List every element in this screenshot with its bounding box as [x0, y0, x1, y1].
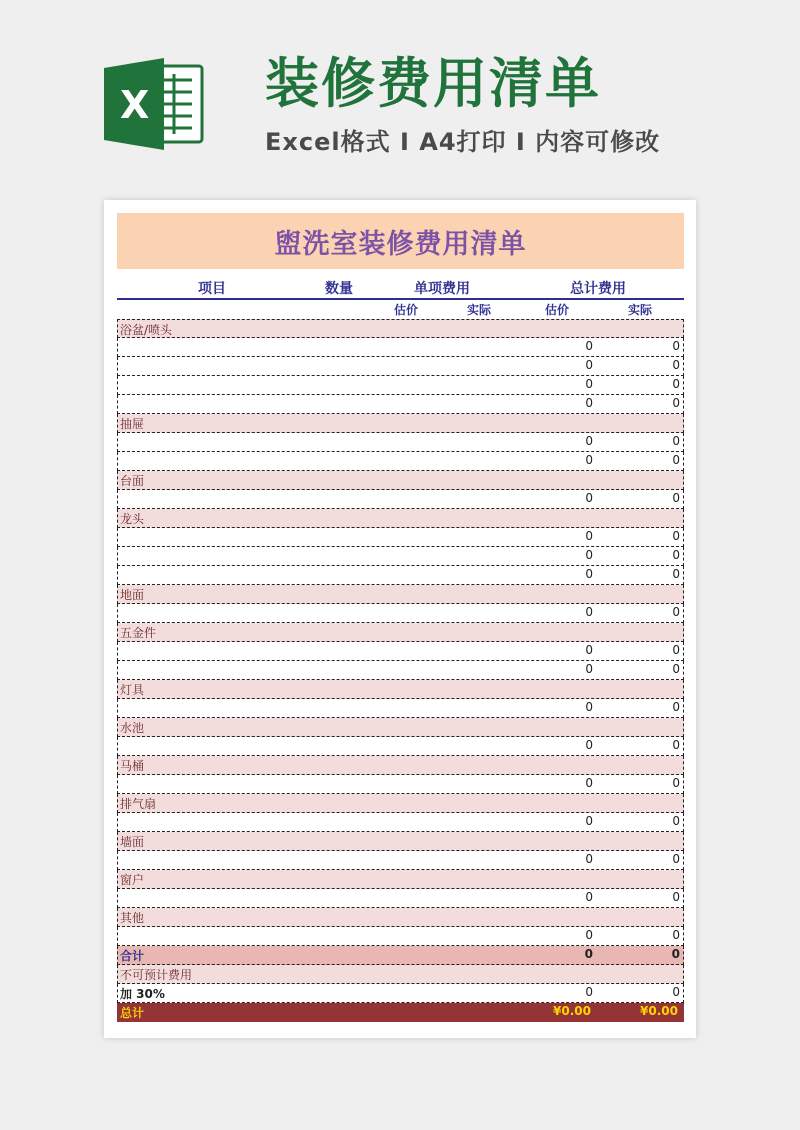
- table-row: [117, 604, 684, 623]
- table-row: [117, 338, 684, 357]
- category-row: [117, 908, 684, 927]
- table-row: [117, 395, 684, 414]
- table-row: [117, 737, 684, 756]
- actual-cell[interactable]: 0: [672, 852, 680, 866]
- actual-cell[interactable]: 0: [672, 567, 680, 581]
- cost-table: [117, 319, 684, 1022]
- row-label: 马桶: [120, 759, 145, 773]
- table-row: [117, 528, 684, 547]
- actual-cell[interactable]: 0: [672, 643, 680, 657]
- total-row: [117, 1003, 684, 1022]
- actual-cell[interactable]: 0: [672, 776, 680, 790]
- category-row: [117, 471, 684, 490]
- banner-title: 装修费用清单: [265, 52, 601, 115]
- row-label: 窗户: [120, 873, 145, 887]
- svg-text:X: X: [120, 83, 150, 127]
- table-row: [117, 566, 684, 585]
- table-row: [117, 433, 684, 452]
- header-total-estimate: 估价: [545, 303, 570, 317]
- actual-cell[interactable]: 0: [672, 339, 680, 353]
- row-label: 加 30%: [120, 987, 165, 1001]
- category-row: [117, 718, 684, 737]
- actual-cell[interactable]: 0: [672, 890, 680, 904]
- table-row: [117, 547, 684, 566]
- header-unit-actual: 实际: [467, 303, 492, 317]
- actual-cell[interactable]: 0: [672, 453, 680, 467]
- category-row: [117, 509, 684, 528]
- category-row: [117, 585, 684, 604]
- header-quantity: 数量: [325, 281, 353, 297]
- actual-cell[interactable]: 0: [672, 434, 680, 448]
- estimate-cell[interactable]: 0: [585, 491, 593, 505]
- estimate-cell[interactable]: 0: [585, 662, 593, 676]
- table-row: [117, 851, 684, 870]
- row-label: 五金件: [120, 626, 157, 640]
- estimate-cell[interactable]: 0: [584, 947, 593, 961]
- row-label: 其他: [120, 911, 145, 925]
- estimate-cell[interactable]: 0: [585, 453, 593, 467]
- estimate-cell[interactable]: 0: [585, 814, 593, 828]
- estimate-cell[interactable]: 0: [585, 358, 593, 372]
- excel-logo-icon: [100, 56, 205, 152]
- estimate-cell[interactable]: 0: [585, 985, 593, 999]
- table-row: [117, 889, 684, 908]
- header-unit-estimate: 估价: [394, 303, 419, 317]
- table-row: [117, 490, 684, 509]
- estimate-cell[interactable]: 0: [585, 605, 593, 619]
- row-label: 合计: [120, 949, 145, 963]
- category-row: [117, 832, 684, 851]
- estimate-cell[interactable]: 0: [585, 738, 593, 752]
- row-label: 龙头: [120, 512, 145, 526]
- table-row: [117, 642, 684, 661]
- row-label: 排气扇: [120, 797, 157, 811]
- estimate-cell[interactable]: 0: [585, 339, 593, 353]
- actual-cell[interactable]: 0: [672, 700, 680, 714]
- spreadsheet-page: [104, 200, 696, 1038]
- actual-cell[interactable]: 0: [672, 548, 680, 562]
- estimate-cell[interactable]: 0: [585, 567, 593, 581]
- category-row: [117, 623, 684, 642]
- estimate-cell[interactable]: 0: [585, 548, 593, 562]
- actual-cell[interactable]: 0: [671, 947, 680, 961]
- estimate-cell[interactable]: 0: [585, 529, 593, 543]
- table-row: [117, 699, 684, 718]
- row-label: 灯具: [120, 683, 145, 697]
- row-label: 台面: [120, 474, 145, 488]
- actual-cell[interactable]: 0: [672, 377, 680, 391]
- row-label: 地面: [120, 588, 145, 602]
- estimate-cell[interactable]: 0: [585, 928, 593, 942]
- actual-cell[interactable]: ¥0.00: [640, 1004, 678, 1018]
- table-row: [117, 813, 684, 832]
- table-row: [117, 452, 684, 471]
- table-row: [117, 661, 684, 680]
- estimate-cell[interactable]: ¥0.00: [553, 1004, 591, 1018]
- category-row: [117, 794, 684, 813]
- banner-subtitle: Excel格式 I A4打印 I 内容可修改: [265, 128, 661, 156]
- header-divider: [117, 298, 684, 300]
- estimate-cell[interactable]: 0: [585, 890, 593, 904]
- row-label: 总计: [120, 1006, 145, 1020]
- row-label: 墙面: [120, 835, 145, 849]
- table-row: [117, 775, 684, 794]
- actual-cell[interactable]: 0: [672, 738, 680, 752]
- estimate-cell[interactable]: 0: [585, 643, 593, 657]
- plus-row: [117, 984, 684, 1003]
- table-row: [117, 357, 684, 376]
- estimate-cell[interactable]: 0: [585, 776, 593, 790]
- row-label: 不可预计费用: [120, 968, 193, 982]
- actual-cell[interactable]: 0: [672, 814, 680, 828]
- category-row: [117, 756, 684, 775]
- header-item: 项目: [198, 281, 226, 297]
- row-label: 浴盆/喷头: [120, 323, 173, 337]
- row-label: 水池: [120, 721, 145, 735]
- table-row: [117, 376, 684, 395]
- estimate-cell[interactable]: 0: [585, 377, 593, 391]
- estimate-cell[interactable]: 0: [585, 700, 593, 714]
- header-total-cost: 总计费用: [570, 281, 626, 297]
- actual-cell[interactable]: 0: [672, 396, 680, 410]
- subtotal-row: [117, 946, 684, 965]
- row-label: 抽屉: [120, 417, 145, 431]
- header-total-actual: 实际: [628, 303, 653, 317]
- actual-cell[interactable]: 0: [672, 662, 680, 676]
- unforeseen-row: [117, 965, 684, 984]
- category-row: [117, 319, 684, 338]
- sheet-title: 盥洗室装修费用清单: [117, 213, 684, 269]
- estimate-cell[interactable]: 0: [585, 434, 593, 448]
- actual-cell[interactable]: 0: [672, 928, 680, 942]
- estimate-cell[interactable]: 0: [585, 396, 593, 410]
- actual-cell[interactable]: 0: [672, 605, 680, 619]
- actual-cell[interactable]: 0: [672, 358, 680, 372]
- header-unit-cost: 单项费用: [414, 281, 470, 297]
- category-row: [117, 870, 684, 889]
- category-row: [117, 414, 684, 433]
- table-row: [117, 927, 684, 946]
- actual-cell[interactable]: 0: [672, 529, 680, 543]
- category-row: [117, 680, 684, 699]
- estimate-cell[interactable]: 0: [585, 852, 593, 866]
- actual-cell[interactable]: 0: [672, 985, 680, 999]
- actual-cell[interactable]: 0: [672, 491, 680, 505]
